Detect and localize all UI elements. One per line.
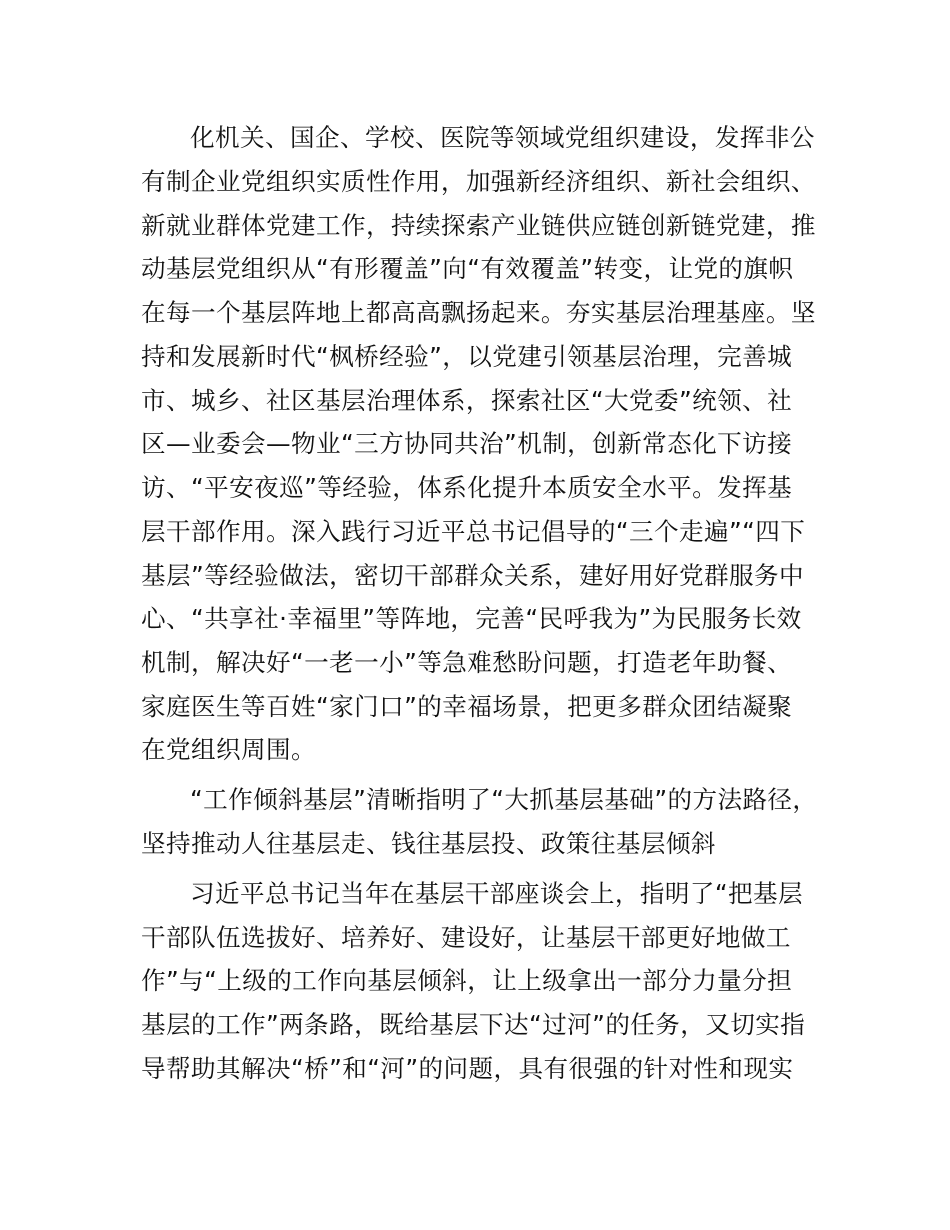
text-line: 持和发展新时代“枫桥经验”，以党建引领基层治理，完善城 (141, 342, 793, 371)
text-line: 基层”等经验做法，密切干部群众关系，建好用好党群服务中 (141, 561, 804, 590)
text-line: 动基层党组织从“有形覆盖”向“有效覆盖”转变，让党的旗帜 (141, 254, 794, 283)
text-line: 在每一个基层阵地上都高高飘扬起来。夯实基层治理基座。坚 (141, 298, 816, 327)
text-line: 层干部作用。深入践行习近平总书记倡导的“三个走遍”“四下 (141, 517, 806, 546)
text-line: 有制企业党组织实质性作用，加强新经济组织、新社会组织、 (141, 167, 816, 196)
text-line: 访、“平安夜巡”等经验，体系化提升本质安全水平。发挥基 (141, 473, 793, 502)
text-line: 机制，解决好“一老一小”等急难愁盼问题，打造老年助餐、 (141, 648, 793, 677)
text-line: 市、城乡、社区基层治理体系，探索社区“大党委”统领、社 (141, 386, 793, 415)
text-line: 干部队伍选拔好、培养好、建设好，让基层干部更好地做工 (141, 923, 791, 952)
text-line: 作”与“上级的工作向基层倾斜，让上级拿出一部分力量分担 (141, 966, 793, 995)
text-line: 习近平总书记当年在基层干部座谈会上，指明了“把基层 (190, 879, 803, 908)
text-line: 坚持推动人往基层走、钱往基层投、政策往基层倾斜 (141, 829, 716, 858)
text-line: 基层的工作”两条路，既给基层下达“过河”的任务，又切实指 (141, 1010, 806, 1039)
text-line: 导帮助其解决“桥”和“河”的问题，具有很强的针对性和现实 (141, 1054, 794, 1083)
text-line: 新就业群体党建工作，持续探索产业链供应链创新链党建，推 (141, 211, 816, 240)
text-line: 化机关、国企、学校、医院等领域党组织建设，发挥非公 (190, 123, 815, 152)
text-line: 区—业委会—物业“三方协同共治”机制，创新常态化下访接 (141, 429, 793, 458)
text-line: 家庭医生等百姓“家门口”的幸福场景，把更多群众团结凝聚 (141, 692, 793, 721)
text-line: 心、“共享社·幸福里”等阵地，完善“民呼我为”为民服务长效 (141, 604, 802, 633)
text-line: “工作倾斜基层”清晰指明了“大抓基层基础”的方法路径， (190, 785, 818, 814)
text-line: 在党组织周围。 (141, 735, 316, 764)
